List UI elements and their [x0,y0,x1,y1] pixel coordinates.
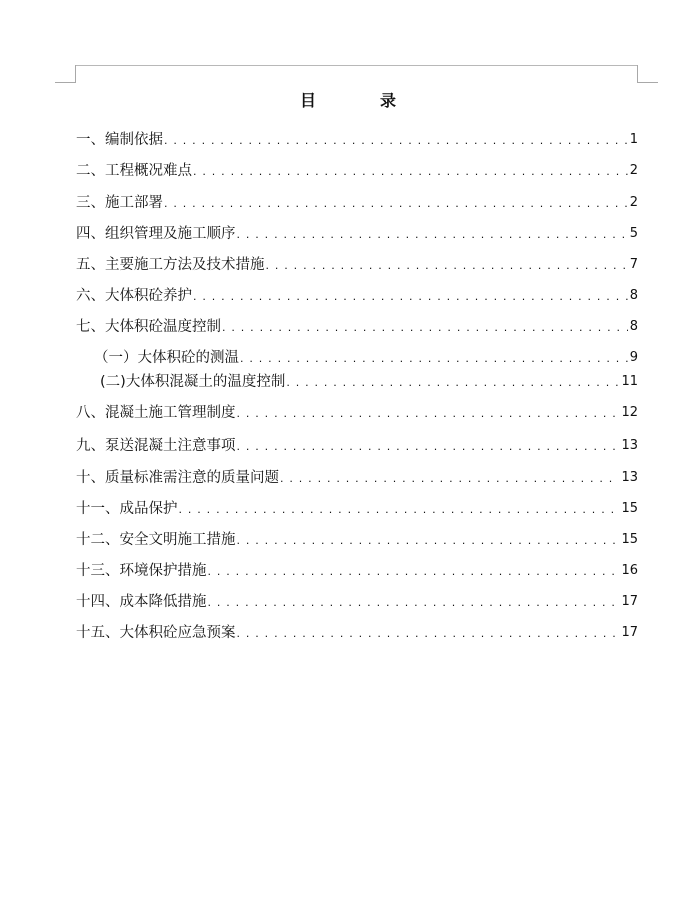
toc-entry-label: （一）大体积砼的测温 [94,350,239,366]
toc-entry-label: 四、组织管理及施工顺序 [76,226,236,242]
toc-entry-page: 15 [621,501,638,516]
dot-leader [164,131,628,149]
toc-entry-page: 15 [621,532,638,547]
dot-leader [208,562,620,580]
toc-entry[interactable] [76,131,638,149]
toc-entry-page: 17 [621,594,638,609]
toc-entry-label: 十三、环境保护措施 [76,563,207,579]
toc-entry-sub[interactable] [94,349,638,367]
toc-entry-page: 12 [621,405,638,420]
toc-entry-label: 五、主要施工方法及技术措施 [76,257,265,273]
toc-entry-label: 十五、大体积砼应急预案 [76,625,236,641]
dot-leader [164,194,628,212]
toc-entry-label: 八、混凝土施工管理制度 [76,405,236,421]
toc-entry[interactable] [76,531,638,549]
dot-leader [266,256,628,274]
toc-entry-page: 16 [621,563,638,578]
toc-entry-label: (二)大体积混凝土的温度控制 [100,374,286,390]
dot-leader [237,404,620,422]
crop-mark-left [55,65,76,83]
toc-entry-label: 十、质量标准需注意的质量问题 [76,470,279,486]
crop-mark-right [637,65,658,83]
toc-entry-label: 九、泵送混凝土注意事项 [76,438,236,454]
toc-entry-page: 8 [629,288,638,303]
toc-entry-page: 13 [621,470,638,485]
toc-entry-label: 十二、安全文明施工措施 [76,532,236,548]
toc-title: 目 录 [299,91,420,110]
toc-entry[interactable] [76,225,638,243]
toc-entry-sub[interactable] [100,373,638,391]
toc-entry[interactable] [76,437,638,455]
toc-entry-page: 1 [629,132,638,147]
dot-leader [240,349,628,367]
toc-entry-page: 11 [621,374,638,389]
toc-entry[interactable] [76,593,638,611]
toc-entry-label: 三、施工部署 [76,195,163,211]
toc-entry-page: 17 [621,625,638,640]
toc-entry-page: 13 [621,438,638,453]
dot-leader [208,593,620,611]
toc-entry[interactable] [76,500,638,518]
toc-entry-page: 8 [629,319,638,334]
dot-leader [179,500,620,518]
toc-entry[interactable] [76,194,638,212]
toc-entry[interactable] [76,162,638,180]
dot-leader [280,469,619,487]
toc-entry-page: 5 [629,226,638,241]
dot-leader [237,225,628,243]
toc-entry-label: 六、大体积砼养护 [76,288,192,304]
toc-entry-label: 一、编制依据 [76,132,163,148]
toc-entry[interactable] [76,256,638,274]
toc-entry[interactable] [76,624,638,642]
dot-leader [237,437,620,455]
dot-leader [222,318,628,336]
toc-entry-label: 十四、成本降低措施 [76,594,207,610]
header-rule [75,65,637,66]
dot-leader [237,531,620,549]
toc-entry[interactable] [76,469,638,487]
toc-entry-label: 二、工程概况难点 [76,163,192,179]
toc-entry[interactable] [76,287,638,305]
toc-entry-page: 7 [629,257,638,272]
toc-entry[interactable] [76,562,638,580]
toc-entry[interactable] [76,404,638,422]
dot-leader [237,624,620,642]
toc-entry-label: 十一、成品保护 [76,501,178,517]
toc-entry-page: 9 [629,350,638,365]
toc-entry-label: 七、大体积砼温度控制 [76,319,221,335]
dot-leader [193,162,628,180]
toc-entry-page: 2 [629,195,638,210]
toc-entry-page: 2 [629,163,638,178]
dot-leader [286,373,619,391]
dot-leader [193,287,628,305]
toc-entry[interactable] [76,318,638,336]
